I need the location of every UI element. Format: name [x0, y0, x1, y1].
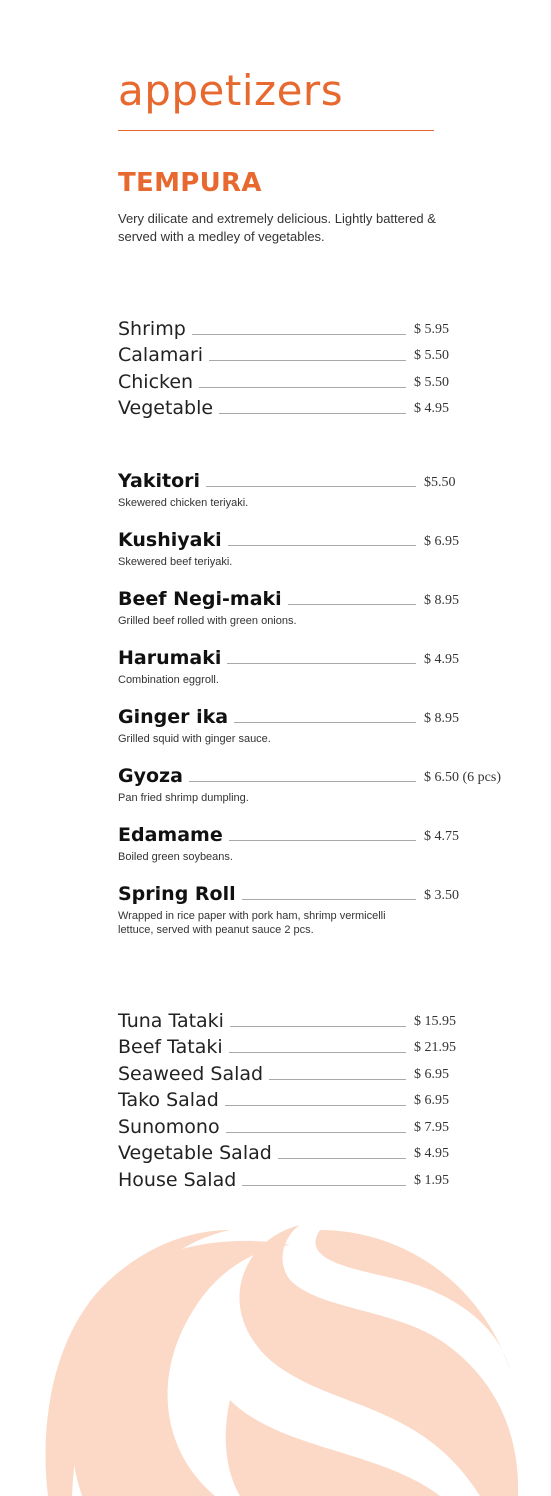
item-price: $ 1.95 — [414, 1172, 449, 1188]
item-price: $ 6.95 — [414, 1066, 449, 1082]
salad-list — [118, 1004, 458, 1190]
menu-item — [118, 590, 498, 649]
item-name: Vegetable — [118, 397, 214, 419]
item-price: $ 8.95 — [424, 593, 459, 608]
section-title: TEMPURA — [118, 168, 262, 198]
item-name: Chicken — [118, 370, 194, 393]
dotted-leader — [229, 840, 416, 841]
swirl-logo-decoration — [0, 1200, 551, 1496]
item-price: $ 6.50 (6 pcs) — [424, 770, 501, 785]
dotted-leader — [225, 1105, 406, 1106]
item-name: Kushiyaki — [118, 529, 222, 551]
menu-item — [118, 365, 458, 392]
item-name: Tuna Tataki — [118, 1009, 224, 1032]
dotted-leader — [192, 334, 406, 335]
item-price: $ 4.95 — [414, 401, 449, 416]
menu-item — [118, 1057, 458, 1084]
menu-item — [118, 1031, 458, 1058]
dotted-leader — [189, 781, 416, 782]
dotted-leader — [228, 545, 416, 546]
menu-item — [118, 1163, 458, 1190]
dotted-leader — [242, 1185, 406, 1186]
item-description: Grilled beef rolled with green onions. — [118, 615, 297, 627]
menu-item — [118, 1137, 458, 1164]
page-title: appetizers — [118, 66, 344, 115]
dotted-leader — [219, 413, 406, 414]
dotted-leader — [278, 1158, 406, 1159]
item-price: $ 21.95 — [414, 1040, 456, 1055]
item-name: Harumaki — [118, 647, 222, 669]
tempura-list — [118, 312, 458, 418]
item-name: Yakitori — [118, 470, 201, 492]
dotted-leader — [234, 722, 416, 723]
item-name: Sunomono — [118, 1115, 220, 1138]
menu-item — [118, 1110, 458, 1137]
item-price: $ 5.50 — [414, 348, 449, 363]
item-name: Spring Roll — [118, 883, 236, 905]
dotted-leader — [229, 1052, 406, 1053]
item-price: $ 15.95 — [414, 1013, 456, 1029]
item-description: Boiled green soybeans. — [118, 851, 233, 863]
dotted-leader — [230, 1026, 406, 1027]
menu-item — [118, 885, 498, 944]
item-price: $ 3.50 — [424, 888, 459, 903]
title-divider — [118, 130, 434, 131]
dotted-leader — [199, 387, 406, 388]
dotted-leader — [269, 1079, 406, 1080]
menu-item — [118, 531, 498, 590]
dotted-leader — [206, 486, 416, 487]
dotted-leader — [227, 663, 416, 664]
item-name: Tako Salad — [118, 1089, 219, 1111]
item-price: $ 4.95 — [424, 652, 459, 667]
item-name: Ginger ika — [118, 706, 229, 728]
item-price: $ 5.95 — [414, 321, 449, 337]
item-name: Vegetable Salad — [118, 1142, 272, 1164]
dotted-leader — [209, 360, 406, 361]
menu-item — [118, 1084, 458, 1111]
item-description: Skewered beef teriyaki. — [118, 556, 233, 568]
item-name: Seaweed Salad — [118, 1062, 264, 1085]
item-name: Beef Negi-maki — [118, 588, 282, 610]
item-name: Edamame — [118, 824, 223, 846]
item-price: $ 4.95 — [414, 1146, 449, 1161]
item-description: Skewered chicken teriyaki. — [118, 497, 249, 509]
item-description: Pan fried shrimp dumpling. — [118, 792, 249, 804]
item-price: $ 4.75 — [424, 829, 459, 844]
item-price: $5.50 — [424, 475, 456, 490]
menu-item — [118, 826, 498, 885]
dotted-leader — [226, 1132, 406, 1133]
menu-item — [118, 339, 458, 366]
dotted-leader — [288, 604, 416, 605]
menu-item — [118, 312, 458, 339]
item-price: $ 8.95 — [424, 711, 459, 726]
dotted-leader — [242, 899, 416, 900]
menu-item — [118, 765, 501, 826]
menu-item — [118, 472, 498, 531]
menu-item — [118, 708, 498, 767]
item-description: Wrapped in rice paper with pork ham, shrimp vermicelli lettuce, served with peanut sauce 2 pcs. — [118, 910, 386, 936]
item-price: $ 7.95 — [414, 1119, 449, 1135]
section-description: Very dilicate and extremely delicious. Lightly battered & served with a medley of vegetables. — [118, 211, 436, 244]
menu-item — [118, 1004, 458, 1031]
item-price: $ 5.50 — [414, 374, 449, 390]
item-description: Grilled squid with ginger sauce. — [118, 733, 271, 745]
item-name: Gyoza — [118, 765, 183, 787]
item-price: $ 6.95 — [414, 1093, 449, 1108]
menu-item — [118, 392, 458, 419]
item-description: Combination eggroll. — [118, 674, 219, 686]
item-price: $ 6.95 — [424, 534, 459, 549]
item-name: Shrimp — [118, 317, 186, 340]
item-name: House Salad — [118, 1168, 237, 1191]
item-name: Beef Tataki — [118, 1036, 223, 1058]
menu-item — [118, 649, 498, 708]
featured-list — [118, 470, 501, 944]
item-name: Calamari — [118, 344, 204, 366]
